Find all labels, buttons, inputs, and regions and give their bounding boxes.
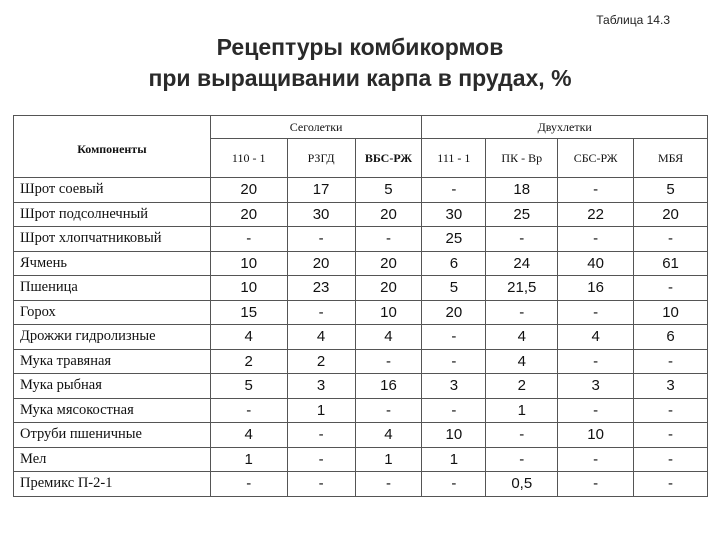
table-cell: - bbox=[210, 398, 287, 423]
component-name: Дрожжи гидролизные bbox=[14, 325, 211, 350]
table-cell: - bbox=[558, 227, 634, 252]
table-row bbox=[14, 349, 708, 374]
table-cell: 17 bbox=[287, 178, 355, 203]
table-cell: - bbox=[634, 398, 708, 423]
table-cell: 5 bbox=[355, 178, 422, 203]
title-line-1: Рецептуры комбикормов bbox=[216, 34, 504, 60]
table-cell: 0,5 bbox=[486, 472, 558, 497]
table-cell: 15 bbox=[210, 300, 287, 325]
component-name: Мука мясокостная bbox=[14, 398, 211, 423]
component-name: Пшеница bbox=[14, 276, 211, 301]
group-header-two-year: Двухлетки bbox=[422, 116, 708, 139]
table-cell: 5 bbox=[634, 178, 708, 203]
table-cell: 4 bbox=[210, 325, 287, 350]
table-cell: - bbox=[634, 349, 708, 374]
table-cell: 10 bbox=[210, 276, 287, 301]
table-cell: - bbox=[210, 227, 287, 252]
column-header: РЗГД bbox=[287, 139, 355, 178]
table-row bbox=[14, 325, 708, 350]
table-cell: 1 bbox=[422, 447, 486, 472]
table-row bbox=[14, 202, 708, 227]
table-cell: 16 bbox=[558, 276, 634, 301]
column-header: ВБС-РЖ bbox=[355, 139, 422, 178]
table-cell: 4 bbox=[287, 325, 355, 350]
components-header: Компоненты bbox=[14, 116, 211, 178]
table-cell: 4 bbox=[558, 325, 634, 350]
table-cell: - bbox=[287, 472, 355, 497]
table-cell: - bbox=[634, 472, 708, 497]
table-cell: 30 bbox=[287, 202, 355, 227]
table-cell: 3 bbox=[287, 374, 355, 399]
table-cell: 20 bbox=[355, 276, 422, 301]
table-cell: - bbox=[287, 300, 355, 325]
table-cell: - bbox=[486, 300, 558, 325]
table-cell: - bbox=[486, 447, 558, 472]
table-cell: - bbox=[558, 300, 634, 325]
table-row bbox=[14, 276, 708, 301]
table-cell: - bbox=[634, 227, 708, 252]
table-cell: 20 bbox=[355, 202, 422, 227]
table-cell: 20 bbox=[210, 202, 287, 227]
page-title bbox=[0, 32, 720, 94]
table-cell: 4 bbox=[355, 423, 422, 448]
table-cell: 3 bbox=[558, 374, 634, 399]
table-cell: 2 bbox=[486, 374, 558, 399]
table-cell: 4 bbox=[210, 423, 287, 448]
table-cell: - bbox=[355, 349, 422, 374]
column-header: МБЯ bbox=[634, 139, 708, 178]
table-cell: - bbox=[287, 447, 355, 472]
component-name: Шрот соевый bbox=[14, 178, 211, 203]
table-cell: - bbox=[422, 178, 486, 203]
table-cell: - bbox=[422, 472, 486, 497]
table-cell: 3 bbox=[634, 374, 708, 399]
table-cell: 10 bbox=[355, 300, 422, 325]
table-cell: - bbox=[558, 472, 634, 497]
column-header: СБС-РЖ bbox=[558, 139, 634, 178]
table-row bbox=[14, 423, 708, 448]
table-cell: 20 bbox=[210, 178, 287, 203]
table-cell: - bbox=[558, 178, 634, 203]
component-name: Отруби пшеничные bbox=[14, 423, 211, 448]
table-cell: - bbox=[422, 349, 486, 374]
table-cell: 4 bbox=[355, 325, 422, 350]
table-cell: - bbox=[355, 227, 422, 252]
table-cell: - bbox=[558, 398, 634, 423]
column-header: 111 - 1 bbox=[422, 139, 486, 178]
table-cell: 1 bbox=[210, 447, 287, 472]
table-cell: 4 bbox=[486, 325, 558, 350]
table-row bbox=[14, 472, 708, 497]
table-cell: - bbox=[634, 276, 708, 301]
table-cell: - bbox=[355, 472, 422, 497]
table-number: Таблица 14.3 bbox=[596, 13, 670, 27]
table-cell: 4 bbox=[486, 349, 558, 374]
table-cell: 30 bbox=[422, 202, 486, 227]
table-cell: - bbox=[634, 423, 708, 448]
group-header-fingerlings: Сеголетки bbox=[210, 116, 422, 139]
table-cell: - bbox=[422, 398, 486, 423]
table-row bbox=[14, 447, 708, 472]
table-cell: 20 bbox=[634, 202, 708, 227]
component-name: Горох bbox=[14, 300, 211, 325]
component-name: Мука травяная bbox=[14, 349, 211, 374]
table-cell: - bbox=[355, 398, 422, 423]
table-cell: 40 bbox=[558, 251, 634, 276]
table-cell: 1 bbox=[486, 398, 558, 423]
table-cell: 20 bbox=[355, 251, 422, 276]
component-name: Премикс П-2-1 bbox=[14, 472, 211, 497]
table-cell: 10 bbox=[422, 423, 486, 448]
component-name: Шрот хлопчатниковый bbox=[14, 227, 211, 252]
table-row bbox=[14, 374, 708, 399]
table-cell: 5 bbox=[210, 374, 287, 399]
feed-recipes-table bbox=[13, 115, 708, 497]
table-cell: - bbox=[287, 227, 355, 252]
table-cell: 21,5 bbox=[486, 276, 558, 301]
table-cell: - bbox=[486, 423, 558, 448]
component-name: Шрот подсолнечный bbox=[14, 202, 211, 227]
table-cell: 2 bbox=[287, 349, 355, 374]
table-cell: - bbox=[287, 423, 355, 448]
column-header: 110 - 1 bbox=[210, 139, 287, 178]
table-cell: 22 bbox=[558, 202, 634, 227]
table-cell: - bbox=[634, 447, 708, 472]
table-cell: 6 bbox=[422, 251, 486, 276]
table-cell: - bbox=[558, 447, 634, 472]
table-cell: 10 bbox=[558, 423, 634, 448]
table-cell: 6 bbox=[634, 325, 708, 350]
table-cell: 1 bbox=[355, 447, 422, 472]
table-cell: 24 bbox=[486, 251, 558, 276]
table-cell: 1 bbox=[287, 398, 355, 423]
title-line-2: при выращивании карпа в прудах, % bbox=[148, 65, 572, 91]
table-cell: 25 bbox=[486, 202, 558, 227]
table-row bbox=[14, 178, 708, 203]
table-cell: - bbox=[558, 349, 634, 374]
table-row bbox=[14, 227, 708, 252]
table-cell: 25 bbox=[422, 227, 486, 252]
table-cell: 5 bbox=[422, 276, 486, 301]
component-name: Мел bbox=[14, 447, 211, 472]
table-cell: 20 bbox=[287, 251, 355, 276]
table-cell: 16 bbox=[355, 374, 422, 399]
column-header: ПК - Вр bbox=[486, 139, 558, 178]
table-cell: 23 bbox=[287, 276, 355, 301]
table-cell: - bbox=[210, 472, 287, 497]
table-cell: 18 bbox=[486, 178, 558, 203]
table-cell: - bbox=[422, 325, 486, 350]
component-name: Мука рыбная bbox=[14, 374, 211, 399]
table-cell: 10 bbox=[210, 251, 287, 276]
table-row bbox=[14, 300, 708, 325]
table-cell: 61 bbox=[634, 251, 708, 276]
table-cell: - bbox=[486, 227, 558, 252]
table-cell: 10 bbox=[634, 300, 708, 325]
table-cell: 3 bbox=[422, 374, 486, 399]
component-name: Ячмень bbox=[14, 251, 211, 276]
table-cell: 2 bbox=[210, 349, 287, 374]
table-cell: 20 bbox=[422, 300, 486, 325]
table-row bbox=[14, 251, 708, 276]
table-row bbox=[14, 398, 708, 423]
